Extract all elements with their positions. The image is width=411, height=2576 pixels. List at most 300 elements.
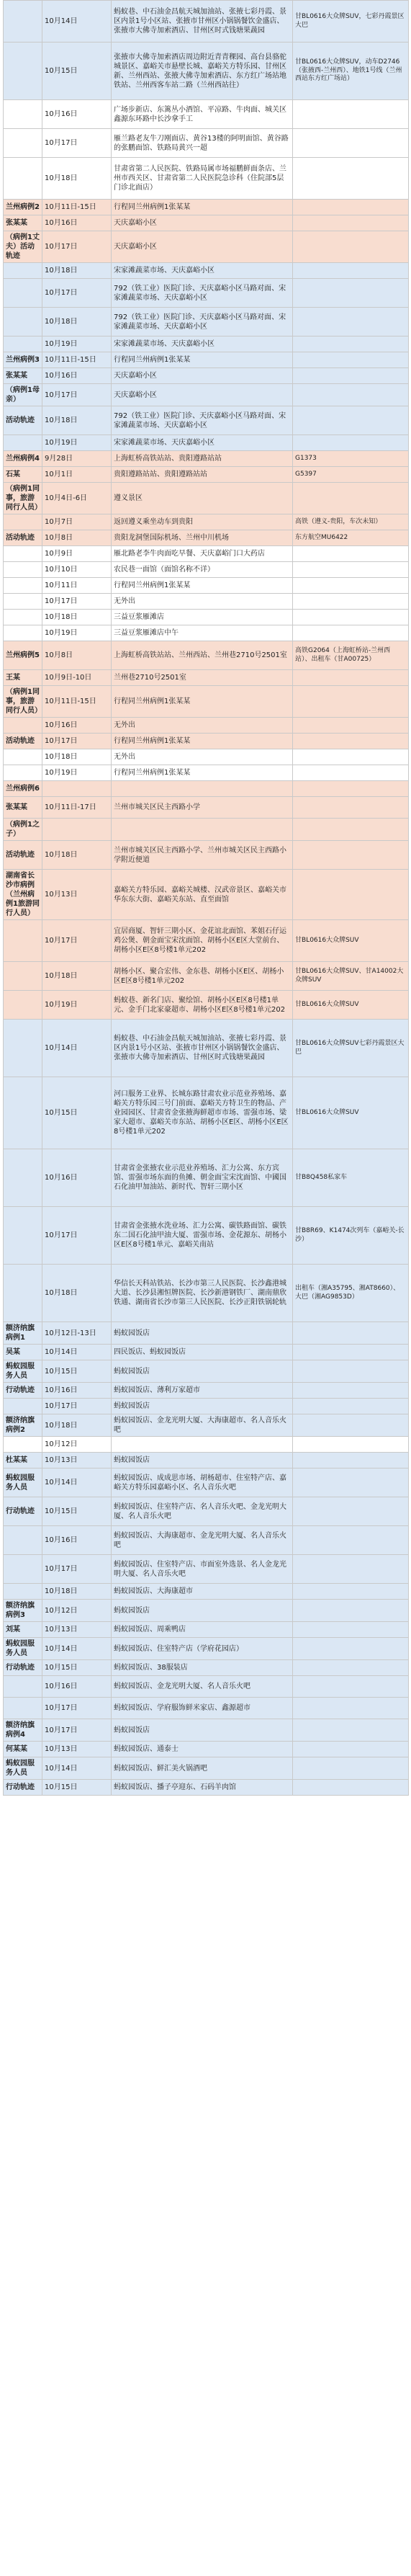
place-cell: 蚂蚁园饭店、住室特产店（学府花园店） — [112, 1638, 293, 1660]
place-cell: 河口服务工业界、长城东路甘肃农业示范业养殖场、嘉峪关方特乐园三号门前面、嘉峪关方特卫生的物品、产业园园区、甘肃省金张掖海鲜超市市场、雷强市场、梁家大超市、嘉峪关市东站、胡杨小区E区、胡杨小区E区8号楼1单元202 — [112, 1077, 293, 1149]
person-cell — [4, 337, 42, 352]
date-cell: 10月19日 — [42, 435, 112, 451]
date-cell: 10月18日 — [42, 308, 112, 337]
person-cell: 蚂蚁园服务人员 — [4, 1638, 42, 1660]
date-cell: 9月28日 — [42, 451, 112, 467]
date-cell: 10月18日 — [42, 406, 112, 435]
transport-cell — [293, 625, 409, 641]
place-cell: 蚂蚁园饭店 — [112, 1600, 293, 1622]
date-cell: 10月9日-10日 — [42, 670, 112, 686]
table-row — [4, 1, 409, 43]
transport-cell — [293, 562, 409, 578]
transport-cell — [293, 1469, 409, 1497]
date-cell: 10月14日 — [42, 1020, 112, 1077]
table-row — [4, 231, 409, 263]
place-cell: 蚂蚁巷、新名门店、聚绘馆、胡杨小区E区8号楼1单元、金手门北家豪超市、胡杨小区E区8号楼1单元202 — [112, 991, 293, 1020]
date-cell: 10月14日 — [42, 1469, 112, 1497]
date-cell: 10月12日 — [42, 1600, 112, 1622]
table-row — [4, 384, 409, 406]
place-cell: 蚂蚁巷、中石油金昌航天城加油站、张掖七彩丹霞、景区内景1号小区站、张掖市甘州区小锅锅餐饮金盛店、张掖市大佛寺加索酒店、甘州区时式钱塘果蔬园 — [112, 1020, 293, 1077]
table-row — [4, 610, 409, 625]
person-cell — [4, 1077, 42, 1149]
place-cell: 蚂蚁园饭店、38服装店 — [112, 1660, 293, 1676]
table-row — [4, 352, 409, 368]
table-row — [4, 483, 409, 514]
person-cell: 行动轨迹 — [4, 1497, 42, 1526]
person-cell: 行动轨迹 — [4, 1780, 42, 1796]
place-cell: 宋家滩蔬菜市场、天庆嘉峪小区 — [112, 435, 293, 451]
table-row — [4, 797, 409, 819]
place-cell: 天庆嘉峪小区 — [112, 384, 293, 406]
table-row — [4, 562, 409, 578]
transport-cell — [293, 435, 409, 451]
date-cell: 10月18日 — [42, 1265, 112, 1322]
date-cell: 10月17日 — [42, 384, 112, 406]
place-cell: 天庆嘉峪小区 — [112, 368, 293, 384]
table-row — [4, 100, 409, 129]
place-cell: 蚂蚁园饭店、大海康超市 — [112, 1584, 293, 1600]
person-cell — [4, 1526, 42, 1555]
table-row — [4, 625, 409, 641]
place-cell: 行程同兰州病例1张某某 — [112, 200, 293, 215]
person-cell — [4, 263, 42, 279]
person-cell — [4, 43, 42, 100]
transport-cell — [293, 1719, 409, 1742]
transport-cell — [293, 870, 409, 920]
person-cell: 吴某 — [4, 1345, 42, 1360]
transport-cell — [293, 200, 409, 215]
person-cell: 活动轨迹 — [4, 734, 42, 749]
place-cell: 无外出 — [112, 594, 293, 610]
transport-cell — [293, 841, 409, 870]
person-cell: 兰州病例2 — [4, 200, 42, 215]
place-cell: 返回遵义乘坐动车到贵阳 — [112, 514, 293, 530]
transport-cell — [293, 749, 409, 765]
transport-cell: G5397 — [293, 467, 409, 483]
place-cell: 四民饭店、蚂蚁园饭店 — [112, 1345, 293, 1360]
transport-cell: 甘BL0616大众牌SUV七彩丹霞景区大巴 — [293, 1020, 409, 1077]
person-cell — [4, 1676, 42, 1698]
person-cell — [4, 1555, 42, 1584]
table-row — [4, 1322, 409, 1345]
place-cell — [112, 819, 293, 841]
person-cell — [4, 1437, 42, 1453]
transport-cell: 甘BL0616大众牌SUV — [293, 1077, 409, 1149]
date-cell: 10月16日 — [42, 100, 112, 129]
table-row — [4, 1414, 409, 1437]
transport-cell — [293, 1622, 409, 1638]
table-row — [4, 1265, 409, 1322]
table-row — [4, 1497, 409, 1526]
person-cell: 兰州病例5 — [4, 641, 42, 670]
place-cell: 无外出 — [112, 718, 293, 734]
transport-cell — [293, 1399, 409, 1414]
date-cell: 10月10日 — [42, 562, 112, 578]
date-cell: 10月17日 — [42, 1399, 112, 1414]
person-cell: 蚂蚁园服务人员 — [4, 1360, 42, 1383]
table-row — [4, 670, 409, 686]
trajectory-table — [3, 0, 409, 1796]
transport-cell: 高铁G2064（上海虹桥站-兰州西站）、出租车（甘A00725） — [293, 641, 409, 670]
table-row — [4, 765, 409, 781]
place-cell: 蚂蚁园饭店、通泰士 — [112, 1742, 293, 1757]
date-cell: 10月17日 — [42, 129, 112, 158]
place-cell: 华信长天科站铁站、长沙市第三人民医院、长沙鑫港城大道、长沙县湘恒牌医院、长沙新港钢铁厂、湖南鼎欣铁通、湖南省长沙市第三人民医院、长沙正阳铁锅轮轨 — [112, 1265, 293, 1322]
table-row — [4, 1555, 409, 1584]
place-cell: 蚂蚁园饭店、大海康超市、金龙光明大厦、名人音乐火吧 — [112, 1526, 293, 1555]
table-row — [4, 43, 409, 100]
date-cell: 10月8日 — [42, 641, 112, 670]
place-cell: 兰州市城关区民主西路小学 — [112, 797, 293, 819]
date-cell: 10月11日 — [42, 578, 112, 594]
person-cell: 刘某 — [4, 1622, 42, 1638]
table-row — [4, 467, 409, 483]
place-cell: 蚂蚁园饭店 — [112, 1322, 293, 1345]
date-cell: 10月15日 — [42, 43, 112, 100]
place-cell: 蚂蚁巷、中石油金昌航天城加油站、张掖七彩丹霞、景区内景1号小区站、张掖市甘州区小锅锅餐饮金盛店、张掖市大佛寺加索酒店、甘州区时式钱塘果蔬园 — [112, 1, 293, 43]
date-cell: 10月1日 — [42, 467, 112, 483]
transport-cell — [293, 1345, 409, 1360]
person-cell: 王某 — [4, 670, 42, 686]
place-cell: 蚂蚁园饭店、金龙光明大厦、名人音乐火吧 — [112, 1676, 293, 1698]
table-row — [4, 451, 409, 467]
transport-cell — [293, 100, 409, 129]
person-cell: （病例1丈夫）活动轨迹 — [4, 231, 42, 263]
date-cell — [42, 781, 112, 797]
table-row — [4, 819, 409, 841]
table-row — [4, 920, 409, 962]
table-row — [4, 337, 409, 352]
date-cell: 10月18日 — [42, 1414, 112, 1437]
person-cell: 额济纳旗病例4 — [4, 1719, 42, 1742]
table-row — [4, 200, 409, 215]
date-cell: 10月11日-15日 — [42, 200, 112, 215]
person-cell: 行动轨迹 — [4, 1383, 42, 1399]
person-cell — [4, 718, 42, 734]
transport-cell — [293, 1322, 409, 1345]
transport-cell — [293, 352, 409, 368]
date-cell: 10月17日 — [42, 734, 112, 749]
person-cell — [4, 279, 42, 308]
date-cell: 10月15日 — [42, 1497, 112, 1526]
person-cell: 石某 — [4, 467, 42, 483]
transport-cell — [293, 483, 409, 514]
transport-cell: 甘BL0616大众牌SUV，动车D2746（张掖西-兰州西）、地铁1号线（兰州西站东方红广场站） — [293, 43, 409, 100]
place-cell: 蚂蚁园饭店、鲜汇美火锅酒吧 — [112, 1757, 293, 1780]
transport-cell — [293, 670, 409, 686]
date-cell: 10月13日 — [42, 1453, 112, 1469]
person-cell — [4, 100, 42, 129]
person-cell: 何某某 — [4, 1742, 42, 1757]
transport-cell — [293, 594, 409, 610]
place-cell: 行程同兰州病例1张某某 — [112, 734, 293, 749]
person-cell — [4, 129, 42, 158]
table-row — [4, 514, 409, 530]
place-cell: 甘肃省金张掖水洗业场、汇力公寓、碳铁路面馆、碳铁东二国石化油甲油大厦、雷强市场、金花源东、胡杨小区E区8号楼1单元、嘉峪关南站 — [112, 1207, 293, 1265]
person-cell: 行动轨迹 — [4, 1660, 42, 1676]
date-cell: 10月19日 — [42, 337, 112, 352]
transport-cell — [293, 1742, 409, 1757]
place-cell: 上海虹桥高铁站站、兰州西站、兰州巷2710号2501室 — [112, 641, 293, 670]
table-row — [4, 1149, 409, 1207]
date-cell — [42, 819, 112, 841]
date-cell: 10月18日 — [42, 749, 112, 765]
date-cell: 10月14日 — [42, 1757, 112, 1780]
date-cell: 10月15日 — [42, 1077, 112, 1149]
transport-cell: 东方航空MU6422 — [293, 530, 409, 546]
person-cell — [4, 1149, 42, 1207]
table-row — [4, 686, 409, 718]
transport-cell: 高铁（遵义-贵阳，车次未知） — [293, 514, 409, 530]
place-cell: 蚂蚁园饭店、周乘鸭店 — [112, 1622, 293, 1638]
transport-cell — [293, 546, 409, 562]
person-cell — [4, 562, 42, 578]
table-row — [4, 1469, 409, 1497]
place-cell — [112, 1437, 293, 1453]
table-row — [4, 1077, 409, 1149]
person-cell — [4, 962, 42, 991]
transport-cell: G1373 — [293, 451, 409, 467]
person-cell: （病例1之子） — [4, 819, 42, 841]
date-cell: 10月11日-15日 — [42, 686, 112, 718]
place-cell: 张掖市大佛寺加索酒店周边附近青青稞园、高台县骆驼城景区、嘉峪关市悬壁长城、嘉峪关方特乐园、甘州区新、兰州西站、张掖大佛寺加索酒店、东方红广场站地铁站、兰州西客车站二路（兰州西站往） — [112, 43, 293, 100]
table-row — [4, 1453, 409, 1469]
place-cell: 无外出 — [112, 749, 293, 765]
place-cell: 蚂蚁园饭店、住室特产店、市面室外选景、名人金龙光明大厦、名人音乐火吧 — [112, 1555, 293, 1584]
table-row — [4, 781, 409, 797]
table-row — [4, 1676, 409, 1698]
person-cell — [4, 1584, 42, 1600]
date-cell: 10月16日 — [42, 718, 112, 734]
place-cell: 蚂蚁园饭店、住室特产店、名人音乐火吧、金龙光明大厦、名人音乐火吧 — [112, 1497, 293, 1526]
table-row — [4, 546, 409, 562]
date-cell: 10月13日 — [42, 870, 112, 920]
person-cell: 张某某 — [4, 368, 42, 384]
person-cell — [4, 1207, 42, 1265]
place-cell: 蚂蚁园饭店 — [112, 1719, 293, 1742]
transport-cell — [293, 263, 409, 279]
date-cell: 10月12日 — [42, 1437, 112, 1453]
transport-cell — [293, 1600, 409, 1622]
date-cell: 10月9日 — [42, 546, 112, 562]
date-cell: 10月18日 — [42, 841, 112, 870]
table-row — [4, 435, 409, 451]
table-row — [4, 594, 409, 610]
place-cell: 天庆嘉峪小区 — [112, 231, 293, 263]
table-row — [4, 1207, 409, 1265]
person-cell — [4, 1, 42, 43]
table-row — [4, 1345, 409, 1360]
transport-cell — [293, 337, 409, 352]
transport-cell — [293, 384, 409, 406]
date-cell: 10月16日 — [42, 1383, 112, 1399]
date-cell: 10月12日-13日 — [42, 1322, 112, 1345]
place-cell: 蚂蚁园饭店 — [112, 1453, 293, 1469]
transport-cell — [293, 718, 409, 734]
date-cell: 10月18日 — [42, 962, 112, 991]
transport-cell: 甘BL0616大众牌SUV — [293, 920, 409, 962]
date-cell: 10月16日 — [42, 1676, 112, 1698]
place-cell: 792（铁工业）医院门诊、天庆嘉峪小区马路对面、宋家滩蔬菜市场、天庆嘉峪小区 — [112, 406, 293, 435]
transport-cell — [293, 1584, 409, 1600]
date-cell: 10月16日 — [42, 368, 112, 384]
person-cell — [4, 625, 42, 641]
date-cell: 10月17日 — [42, 1698, 112, 1719]
table-row — [4, 718, 409, 734]
place-cell: 贵阳龙洞堡国际机场、兰州中川机场 — [112, 530, 293, 546]
place-cell: 兰州市城关区民主西路小学、兰州市城关区民主西路小学附近便道 — [112, 841, 293, 870]
table-row — [4, 1742, 409, 1757]
table-row — [4, 129, 409, 158]
place-cell: 792（铁工业）医院门诊、天庆嘉峪小区马路对面、宋家滩蔬菜市场、天庆嘉峪小区 — [112, 308, 293, 337]
person-cell: 额济纳旗病例2 — [4, 1414, 42, 1437]
date-cell: 10月14日 — [42, 1638, 112, 1660]
transport-cell — [293, 1638, 409, 1660]
person-cell — [4, 765, 42, 781]
person-cell — [4, 749, 42, 765]
table-row — [4, 368, 409, 384]
place-cell: 行程同兰州病例1张某某 — [112, 686, 293, 718]
place-cell: 行程同兰州病例1张某某 — [112, 352, 293, 368]
place-cell: 行程同兰州病例1张某某 — [112, 765, 293, 781]
table-row — [4, 1660, 409, 1676]
place-cell: 蚂蚁园饭店 — [112, 1360, 293, 1383]
table-row — [4, 1020, 409, 1077]
transport-cell — [293, 406, 409, 435]
place-cell: 三益豆浆雁滩店 — [112, 610, 293, 625]
transport-cell — [293, 1757, 409, 1780]
person-cell: 兰州病例3 — [4, 352, 42, 368]
person-cell — [4, 308, 42, 337]
place-cell: 兰州巷2710号2501室 — [112, 670, 293, 686]
date-cell: 10月17日 — [42, 1719, 112, 1742]
person-cell: 活动轨迹 — [4, 841, 42, 870]
person-cell: （病例1母亲） — [4, 384, 42, 406]
date-cell: 10月19日 — [42, 625, 112, 641]
date-cell: 10月16日 — [42, 215, 112, 231]
person-cell — [4, 1265, 42, 1322]
transport-cell — [293, 368, 409, 384]
person-cell: 蚂蚁园服务人员 — [4, 1469, 42, 1497]
transport-cell — [293, 1555, 409, 1584]
person-cell: 活动轨迹 — [4, 406, 42, 435]
date-cell: 10月19日 — [42, 765, 112, 781]
person-cell — [4, 610, 42, 625]
table-row — [4, 962, 409, 991]
transport-cell — [293, 1383, 409, 1399]
place-cell: 宜居商厦、智轩三期小区、金花谊北面馆、苯姐石仔运鸡公煲、朝金面宝宋沈面馆、胡杨小区E区大堂前台、胡杨小区E区8号楼1单元202 — [112, 920, 293, 962]
place-cell: 贵阳遵路站站、贵阳遵路站站 — [112, 467, 293, 483]
transport-cell: 甘BL0616大众牌SUV，七彩丹霞景区大巴 — [293, 1, 409, 43]
transport-cell: 出租车（湘A35795、湘AT8660）、大巴（湘AG9853D） — [293, 1265, 409, 1322]
table-row — [4, 578, 409, 594]
table-row — [4, 734, 409, 749]
transport-cell — [293, 308, 409, 337]
person-cell — [4, 594, 42, 610]
transport-cell — [293, 1698, 409, 1719]
person-cell: 兰州病例6 — [4, 781, 42, 797]
person-cell: 蚂蚁园服务人员 — [4, 1757, 42, 1780]
place-cell: 蚂蚁园饭店、薄利万家超市 — [112, 1383, 293, 1399]
transport-cell — [293, 765, 409, 781]
place-cell: 遵义景区 — [112, 483, 293, 514]
person-cell: 额济纳旗病例1 — [4, 1322, 42, 1345]
person-cell — [4, 991, 42, 1020]
date-cell: 10月8日 — [42, 530, 112, 546]
person-cell: （病例1同事，旅游同行人员） — [4, 483, 42, 514]
person-cell — [4, 158, 42, 200]
table-row — [4, 641, 409, 670]
place-cell: 蚂蚁园饭店、金龙光明大厦、大海康超市、名人音乐火吧 — [112, 1414, 293, 1437]
date-cell: 10月15日 — [42, 1780, 112, 1796]
person-cell — [4, 435, 42, 451]
transport-cell — [293, 1526, 409, 1555]
person-cell — [4, 920, 42, 962]
place-cell: 宋家滩蔬菜市场、天庆嘉峪小区 — [112, 263, 293, 279]
date-cell: 10月15日 — [42, 1660, 112, 1676]
transport-cell — [293, 1414, 409, 1437]
table-row — [4, 1698, 409, 1719]
person-cell: 张某某 — [4, 797, 42, 819]
transport-cell: 甘B8Q458私家车 — [293, 1149, 409, 1207]
date-cell: 10月16日 — [42, 1149, 112, 1207]
date-cell: 10月19日 — [42, 991, 112, 1020]
table-row — [4, 158, 409, 200]
table-row — [4, 530, 409, 546]
date-cell: 10月18日 — [42, 1584, 112, 1600]
place-cell: 胡杨小区、聚合宏伟、金东巷、胡杨小区E区、胡杨小区E区8号楼1单元202 — [112, 962, 293, 991]
date-cell: 10月16日 — [42, 1526, 112, 1555]
date-cell: 10月17日 — [42, 920, 112, 962]
place-cell: 宋家滩蔬菜市场、天庆嘉峪小区 — [112, 337, 293, 352]
table-row — [4, 215, 409, 231]
table-row — [4, 1719, 409, 1742]
place-cell: 上海虹桥高铁站站、贵阳遵路站站 — [112, 451, 293, 467]
date-cell: 10月7日 — [42, 514, 112, 530]
person-cell — [4, 578, 42, 594]
transport-cell — [293, 231, 409, 263]
transport-cell — [293, 1660, 409, 1676]
transport-cell — [293, 1437, 409, 1453]
date-cell: 10月17日 — [42, 231, 112, 263]
table-row — [4, 1600, 409, 1622]
table-row — [4, 749, 409, 765]
person-cell — [4, 1698, 42, 1719]
table-row — [4, 1584, 409, 1600]
date-cell: 10月17日 — [42, 1207, 112, 1265]
place-cell — [112, 781, 293, 797]
transport-cell — [293, 279, 409, 308]
place-cell: 雁兰路老友牛刀刚面店、黄谷13楼的阿明面馆、黄谷路的张鹏面馆、铁路局黄兴一超 — [112, 129, 293, 158]
date-cell: 10月17日 — [42, 279, 112, 308]
person-cell: 湖南省长沙市病例（兰州病例1旅游同行人员） — [4, 870, 42, 920]
date-cell: 10月13日 — [42, 1742, 112, 1757]
person-cell — [4, 546, 42, 562]
table-row — [4, 1638, 409, 1660]
person-cell: （病例1同事，旅游同行人员） — [4, 686, 42, 718]
person-cell — [4, 514, 42, 530]
person-cell: 额济纳旗病例3 — [4, 1600, 42, 1622]
table-row — [4, 1437, 409, 1453]
transport-cell — [293, 1780, 409, 1796]
transport-cell: 甘BL0616大众牌SUV、甘A14002大众牌SUV — [293, 962, 409, 991]
transport-cell: 甘BL0616大众牌SUV — [293, 991, 409, 1020]
date-cell: 10月15日 — [42, 1360, 112, 1383]
date-cell: 10月4日-6日 — [42, 483, 112, 514]
date-cell: 10月11日-17日 — [42, 797, 112, 819]
transport-cell — [293, 158, 409, 200]
place-cell: 792（铁工业）医院门诊、天庆嘉峪小区马路对面、宋家滩蔬菜市场、天庆嘉峪小区 — [112, 279, 293, 308]
